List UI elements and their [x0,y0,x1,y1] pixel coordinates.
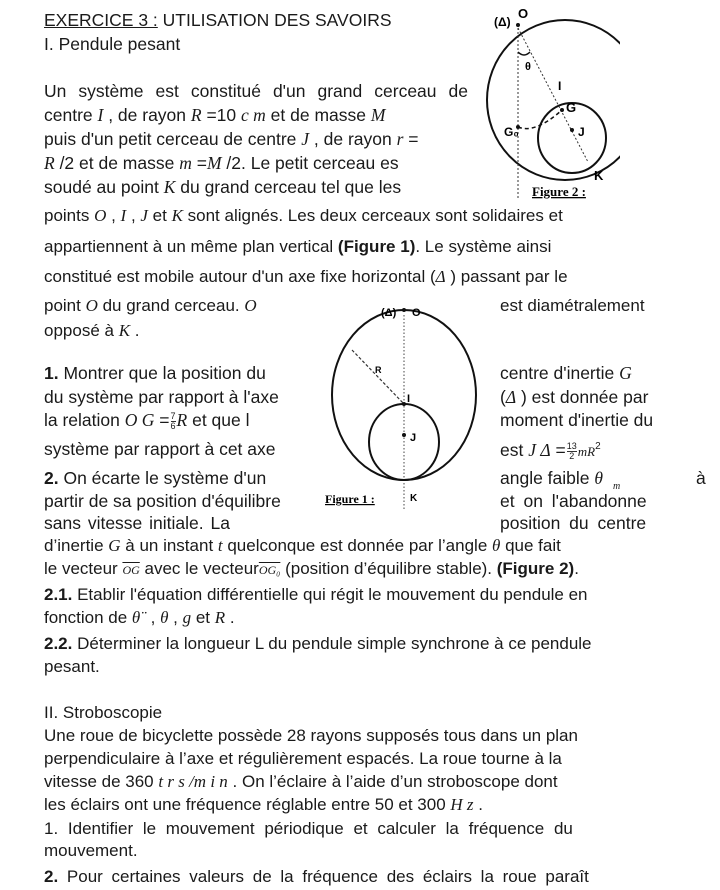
symbol-theta-ddot: θ¨ [131,608,146,627]
text: . [574,559,579,578]
label-K: K [410,493,418,504]
symbol-J: J [140,206,148,225]
text: , [126,206,141,225]
large-hoop [332,310,476,480]
denominator: 6 [170,420,176,431]
text: = [403,129,419,149]
text: est [500,439,529,460]
label-I: I [558,79,562,93]
part2-q2-number: 2. [44,867,59,886]
numerator: 13 [566,440,577,451]
text: le vecteur [44,559,123,578]
text: puis d'un petit cerceau de centre [44,129,302,149]
part2-line-3 [44,771,558,793]
text: sont alignés. Les deux cerceaux sont solidaires et [182,206,563,225]
text: opposé à [44,321,119,340]
part2-q2-line-1 [44,866,589,888]
text: Identifier le mouvement périodique et calculer la fréquence du [58,819,573,838]
label-J: J [578,125,585,139]
symbol-t: t [217,536,223,555]
text: On écarte le système d'un [58,468,267,488]
symbol-G: G [619,363,632,383]
symbol-M: M [370,105,386,125]
q1-line-4-right [500,436,601,463]
oi-axis-line [518,28,588,162]
text: ( [500,387,506,407]
point-O [516,23,520,27]
symbol-r: r [396,129,404,149]
unit-cm: c m [241,105,266,125]
fraction-13-2 [567,442,577,461]
text: la relation [44,410,125,430]
large-hoop [487,20,620,180]
q21-line-2 [44,607,235,629]
q2-line-1 [44,467,266,489]
symbol-g: g [182,608,192,627]
symbol-m: m [179,153,192,173]
text: = [191,153,207,173]
figure-1-caption: Figure 1 : [325,492,375,506]
text: , [145,608,161,627]
text: point [44,296,86,315]
subscript-m: m [613,480,621,492]
symbol-J: J [528,439,536,460]
intro-line-4 [44,152,399,174]
exponent: 2 [595,441,601,452]
text: que fait [500,536,561,555]
vector-OG: $\overline{OG}$ [122,563,140,577]
text: constitué est mobile autour d'un axe fixe horizontal ( [44,267,436,286]
point-J [402,433,406,437]
q1-line-4: système par rapport à cet axe [44,439,276,459]
q22-line-2: pesant. [44,657,100,676]
intro-line-3 [44,128,419,150]
exercise-title-text: UTILISATION DES SAVOIRS [157,10,392,30]
text: appartiennent à un même plan vertical [44,237,338,256]
symbol-theta: θ [160,608,169,627]
text: Etablir l'équation différentielle qui régit le mouvement du pendule en [72,585,588,604]
text: du grand cerceau. [97,296,245,315]
numerator: 7 [170,410,176,421]
label-J: J [410,432,417,444]
text: points [44,206,95,225]
symbol-K: K [163,177,176,197]
symbol-R: R [44,153,55,173]
q1-line-2-right [500,386,648,408]
label-O: O [412,307,421,319]
text: = [154,410,170,430]
q1-line-2: du système par rapport à l'axe [44,387,279,407]
text: avec le vecteur [139,559,259,578]
unit-trs-min: t r s /m i n [158,772,228,791]
intro-line-1: Un système est constitué d'un grand cerceau de [44,81,468,101]
text: à un instant [120,536,218,555]
label-G0: G₀ [504,125,519,139]
q2-line-3: sans vitesse initiale. La [44,513,230,533]
label-K: K [594,168,604,183]
part2-line-1: Une roue de bicyclette possède 28 rayons supposés tous dans un plan [44,726,578,745]
part2-line-2: perpendiculaire à l’axe et régulièrement espacés. La roue tourne à la [44,749,562,768]
text: , [106,206,121,225]
text: quelconque est donnée par l’angle [222,536,493,555]
q22-number: 2.2. [44,634,73,653]
text: ) passant par le [445,267,568,286]
symbol-K: K [171,206,183,225]
text: angle faible [500,468,595,488]
intro-line-9 [44,295,257,317]
q22-line-1 [44,633,592,655]
figure-2-reference: (Figure 2) [496,559,575,578]
exercise-number: EXERCICE 3 : [44,10,158,30]
text: ) est donnée par [516,387,649,407]
intro-line-7 [44,236,551,258]
intro-line-10 [44,320,139,342]
text: Pour certaines valeurs de la fréquence des éclairs la roue paraît [58,867,589,886]
symbol-R: R [214,608,226,627]
q1-number: 1. [44,363,59,383]
symbol-R: R [190,105,202,125]
part2-q1-line-1 [44,818,573,840]
label-G: G [566,100,577,115]
text: . [225,608,235,627]
symbol-delta: Δ [505,387,517,407]
symbol-K: K [118,321,131,340]
symbol-I: I [120,206,127,225]
text: . [130,321,140,340]
q2-line-3-right: position du centre [500,513,647,533]
figure-2-caption: Figure 2 : [532,184,586,199]
label-I: I [407,393,411,405]
radius-R-line [352,350,404,404]
text: , de rayon [103,105,191,125]
text: =10 [201,105,242,125]
text: d’inertie [44,536,109,555]
axis-label: (Δ) [381,307,397,319]
text: et [191,608,215,627]
q2-line-1-end: à [696,468,706,488]
text: et [147,206,172,225]
part1-heading: I. Pendule pesant [44,34,181,54]
figure-1-reference: (Figure 1) [337,237,416,256]
text: centre d'inertie [500,363,620,383]
text: . Le système ainsi [415,237,552,256]
part2-line-4 [44,794,483,816]
text: soudé au point [44,177,164,197]
symbol-theta: θ [492,536,501,555]
arc-g0-g [518,110,562,129]
text: et que l [187,410,250,430]
figure-2 [480,0,620,210]
text: /2. Le petit cerceau es [221,153,399,173]
text: , [168,608,183,627]
symbol-O: O [244,296,257,315]
text: = [550,439,566,460]
q21-line-1 [44,584,588,606]
label-R: R [375,365,382,375]
exercise-title [44,9,392,31]
symbol-delta: Δ [435,267,446,286]
unit-hz: H z [450,795,474,814]
text: fonction de [44,608,132,627]
q2-line-2: partir de sa position d'équilibre [44,491,281,511]
q1-line-1-right [500,362,632,384]
intro-line-8 [44,266,568,288]
symbol-OG: O G [124,410,155,430]
text: , de rayon [309,129,397,149]
point-O [402,308,406,312]
q21-number: 2.1. [44,585,73,604]
q1-line-3 [44,409,250,431]
point-I [402,402,406,406]
q1-line-3-right: moment d'inertie du [500,410,654,430]
intro-line-5 [44,176,401,198]
q2-number: 2. [44,468,59,488]
symbol-G: G [108,536,121,555]
symbol-R: R [176,410,188,430]
part2-q1-number: 1. [44,819,59,838]
symbol-delta: Δ [536,439,551,460]
text: Montrer que la position du [58,363,266,383]
intro-line-9-right: est diamétralement [500,296,645,315]
text: . [473,795,483,814]
part2-q1-line-2: mouvement. [44,841,138,860]
q2-line-4 [44,535,561,557]
text: Déterminer la longueur L du pendule simple synchrone à ce pendule [72,634,592,653]
q1-line-1 [44,362,266,384]
text: vitesse de 360 [44,772,159,791]
text: centre [44,105,98,125]
symbol-O: O [94,206,107,225]
symbol-O: O [85,296,98,315]
q2-line-2-right: et on l'abandonne [500,491,647,511]
text: /2 et de masse [54,153,180,173]
figure-1 [315,305,495,515]
label-theta: θ [525,61,531,73]
symbol-mR: mR [577,443,596,459]
part2-heading: II. Stroboscopie [44,703,163,722]
symbol-theta: θ [594,468,603,488]
vector-OG0: OG₀ [258,563,281,577]
text: et de masse [265,105,371,125]
text: du grand cerceau tel que les [175,177,402,197]
symbol-J: J [301,129,310,149]
text: . On l’éclaire à l’aide d’un stroboscope dont [227,772,558,791]
text: les éclairs ont une fréquence réglable entre 50 et 300 [44,795,451,814]
intro-line-2 [44,104,385,126]
symbol-I: I [97,105,104,125]
symbol-M: M [206,153,222,173]
theta-arc [518,52,530,55]
text: (position d’équilibre stable). [280,559,497,578]
point-J [570,128,574,132]
denominator: 2 [569,450,575,461]
label-O: O [518,6,529,21]
point-G [560,108,564,112]
fraction-7-6 [171,412,176,431]
axis-label: (Δ) [494,15,511,29]
q2-line-5 [44,558,579,581]
